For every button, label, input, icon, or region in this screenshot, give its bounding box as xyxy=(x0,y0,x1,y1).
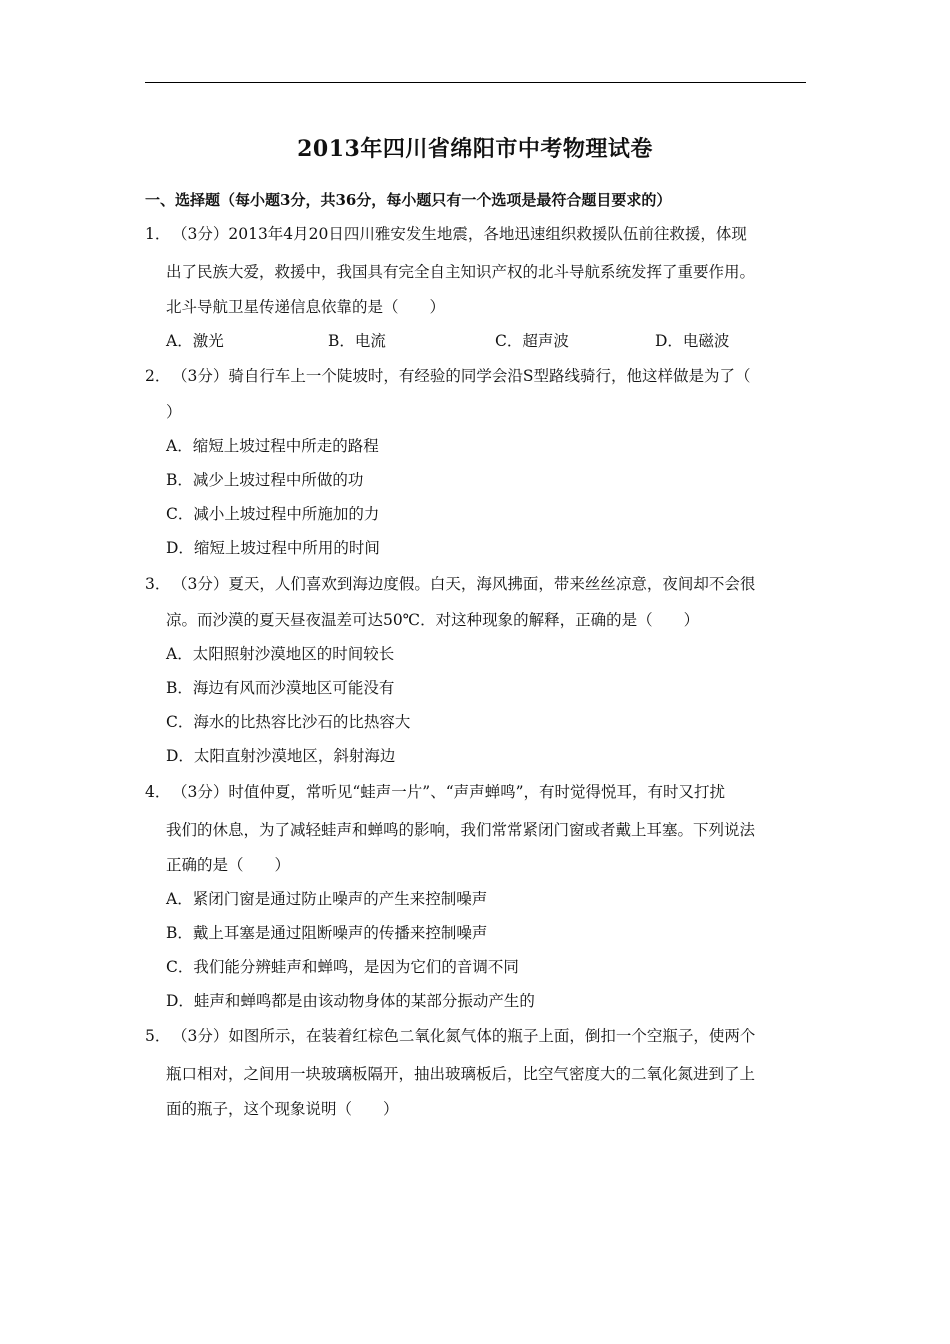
option-b: B．海边有风而沙漠地区可能没有 xyxy=(166,679,395,697)
option-c: C．超声波 xyxy=(495,332,569,350)
question-number: 4． xyxy=(145,783,171,801)
option-d: D．缩短上坡过程中所用的时间 xyxy=(166,539,380,557)
question-text-line: 我们的休息，为了减轻蛙声和蝉鸣的影响，我们常常紧闭门窗或者戴上耳塞。下列说法 xyxy=(166,821,756,839)
option-c: C．我们能分辨蛙声和蝉鸣，是因为它们的音调不同 xyxy=(166,958,519,976)
question-text-line: （3分）夏天，人们喜欢到海边度假。白天，海风拂面，带来丝丝凉意，夜间却不会很 xyxy=(172,575,756,593)
question-text-line: 北斗导航卫星传递信息依靠的是（ ） xyxy=(166,298,446,316)
question-number: 2． xyxy=(145,367,171,385)
option-c: C．减小上坡过程中所施加的力 xyxy=(166,505,380,523)
option-a: A．激光 xyxy=(166,332,224,350)
option-a: A．太阳照射沙漠地区的时间较长 xyxy=(166,645,395,663)
page-title: 2013年四川省绵阳市中考物理试卷 xyxy=(297,136,653,162)
question-number: 1． xyxy=(145,225,171,243)
question-text-line: 出了民族大爱，救援中，我国具有完全自主知识产权的北斗导航系统发挥了重要作用。 xyxy=(166,263,756,281)
option-d: D．太阳直射沙漠地区，斜射海边 xyxy=(166,747,396,765)
option-b: B．电流 xyxy=(328,332,386,350)
option-d: D．蛙声和蝉鸣都是由该动物身体的某部分振动产生的 xyxy=(166,992,535,1010)
question-text-line: 瓶口相对，之间用一块玻璃板隔开，抽出玻璃板后，比空气密度大的二氧化氮进到了上 xyxy=(166,1065,756,1083)
question-number: 5． xyxy=(145,1027,171,1045)
question-text-line: 正确的是（ ） xyxy=(166,856,291,874)
section-heading: 一、选择题（每小题3分，共36分，每小题只有一个选项是最符合题目要求的） xyxy=(145,191,672,209)
option-d: D．电磁波 xyxy=(655,332,730,350)
question-text-line: （3分）骑自行车上一个陡坡时，有经验的同学会沿S型路线骑行，他这样做是为了（ xyxy=(172,367,751,385)
question-text-line: ） xyxy=(166,403,182,421)
question-text-line: （3分）如图所示，在装着红棕色二氧化氮气体的瓶子上面，倒扣一个空瓶子，使两个 xyxy=(172,1027,756,1045)
question-text-line: 面的瓶子，这个现象说明（ ） xyxy=(166,1100,399,1118)
question-text-line: （3分）时值仲夏，常听见“蛙声一片”、“声声蝉鸣”，有时觉得悦耳，有时又打扰 xyxy=(172,783,726,801)
option-c: C．海水的比热容比沙石的比热容大 xyxy=(166,713,411,731)
question-number: 3． xyxy=(145,575,171,593)
option-a: A．缩短上坡过程中所走的路程 xyxy=(166,437,379,455)
option-a: A．紧闭门窗是通过防止噪声的产生来控制噪声 xyxy=(166,890,488,908)
option-b: B．减少上坡过程中所做的功 xyxy=(166,471,364,489)
question-text-line: （3分）2013年4月20日四川雅安发生地震，各地迅速组织救援队伍前往救援，体现 xyxy=(172,225,747,243)
option-b: B．戴上耳塞是通过阻断噪声的传播来控制噪声 xyxy=(166,924,488,942)
question-text-line: 凉。而沙漠的夏天昼夜温差可达50℃．对这种现象的解释，正确的是（ ） xyxy=(166,611,700,629)
header-rule xyxy=(145,82,806,83)
